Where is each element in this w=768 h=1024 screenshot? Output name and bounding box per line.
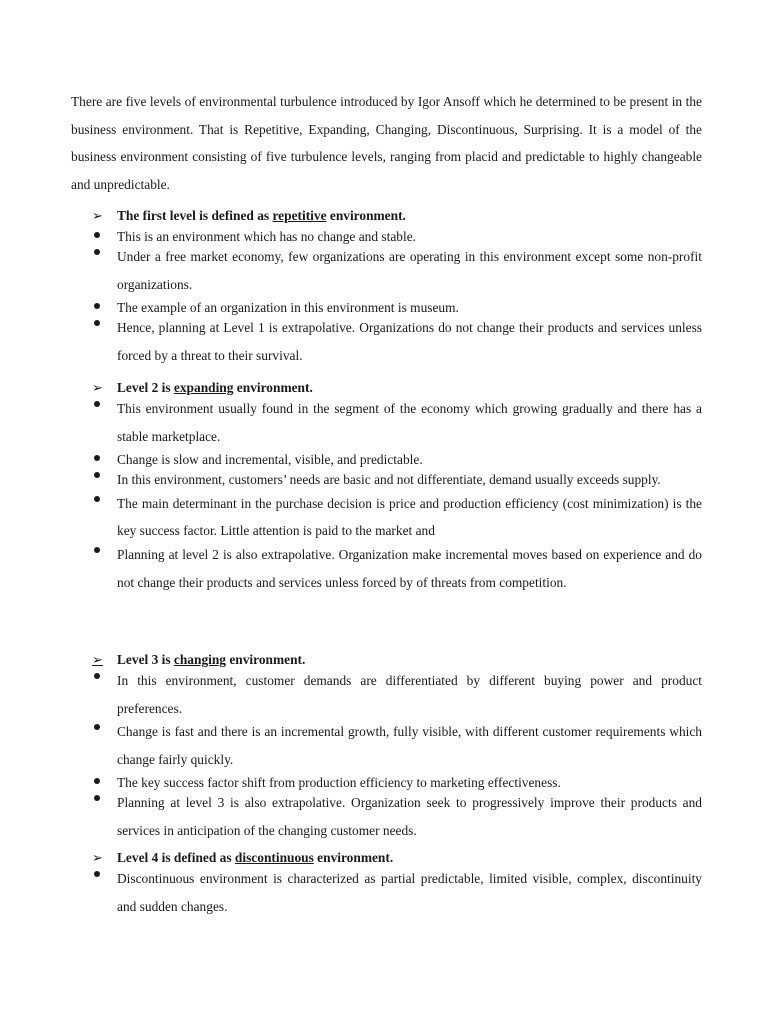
- list-item-text: Planning at level 2 is also extrapolative. Organization make incremental moves based on experience and do not change their products and services unless forced by of threats from competition.: [117, 546, 702, 590]
- bullet-dot-icon: [94, 472, 100, 478]
- bullet-dot-icon: [94, 724, 100, 730]
- section-level-4: [0, 847, 768, 920]
- list-item-text: Change is slow and incremental, visible, and predictable.: [117, 452, 423, 468]
- list-item-text: Discontinuous environment is characterized as partial predictable, limited visible, complex, discontinuity and sudden changes.: [117, 871, 702, 914]
- heading-prefix: Level 2 is: [117, 380, 174, 395]
- heading-prefix: Level 3 is: [117, 652, 174, 667]
- list-item-text: This environment usually found in the segment of the economy which growing gradually and there has a stable marketplace.: [117, 401, 702, 444]
- bullet-dot-icon: [94, 871, 100, 877]
- bullet-dot-icon: [94, 795, 100, 801]
- list-item: [0, 718, 768, 773]
- heading-suffix: environment.: [226, 652, 306, 667]
- arrow-bullet-icon: ➢: [92, 850, 103, 865]
- bullet-dot-icon: [94, 249, 100, 255]
- arrow-bullet-icon: ➢: [92, 208, 103, 223]
- list-item-text: Planning at level 3 is also extrapolative. Organization seek to progressively improve their products and services in anticipation of the changing customer needs.: [117, 795, 702, 838]
- bullet-dot-icon: [94, 455, 100, 461]
- list-item: [0, 789, 768, 844]
- list-item: [0, 395, 768, 450]
- heading-keyword: changing: [173, 652, 226, 667]
- list-item-text: Hence, planning at Level 1 is extrapolative. Organizations do not change their products and services unless forced by a threat to their survival.: [117, 320, 702, 363]
- list-item: [0, 314, 768, 369]
- section-level-2: [0, 377, 768, 596]
- bullet-dot-icon: [94, 673, 100, 679]
- bullet-dot-icon: [94, 303, 100, 309]
- heading-suffix: environment.: [233, 380, 313, 395]
- bullet-dot-icon: [94, 401, 100, 407]
- section-level-3: [0, 649, 768, 845]
- list-item-text: The main determinant in the purchase decision is price and production efficiency (cost minimization) is the key success factor. Little attention is paid to the market and: [117, 495, 702, 539]
- heading-prefix: Level 4 is defined as: [117, 850, 235, 865]
- list-item: [0, 490, 768, 545]
- heading-keyword: repetitive: [272, 208, 327, 223]
- list-item-text: In this environment, customers’ needs are basic and not differentiate, demand usually exceeds supply.: [117, 472, 661, 488]
- list-item: [0, 243, 768, 298]
- list-item: [0, 667, 768, 722]
- section-heading: [0, 205, 768, 227]
- list-item-text: The key success factor shift from production efficiency to marketing effectiveness.: [117, 775, 561, 791]
- intro-paragraph: There are five levels of environmental turbulence introduced by Igor Ansoff which he determined to be present in the business environment. That is Repetitive, Expanding, Changing, Discontinuous, Surprising. It is a model of the business environment consisting of five turbulence levels, ranging from placid and predictable to highly changeable and unpredictable.: [71, 94, 702, 192]
- list-item-text: Under a free market economy, few organizations are operating in this environment except some non-profit organizations.: [117, 249, 702, 292]
- list-item-text: The example of an organization in this environment is museum.: [117, 300, 459, 316]
- bullet-dot-icon: [94, 496, 100, 502]
- list-item: [0, 541, 768, 596]
- heading-suffix: environment.: [326, 208, 406, 223]
- bullet-dot-icon: [94, 778, 100, 784]
- list-item-text: Change is fast and there is an incremental growth, fully visible, with different customer requirements which change fairly quickly.: [117, 724, 702, 767]
- arrow-bullet-icon: ➢: [92, 380, 103, 395]
- arrow-bullet-icon: ➢: [92, 652, 103, 667]
- heading-suffix: environment.: [313, 850, 394, 865]
- bullet-dot-icon: [94, 232, 100, 238]
- heading-keyword: discontinuous: [234, 850, 314, 865]
- list-item-text: This is an environment which has no change and stable.: [117, 229, 416, 244]
- section-level-1: [0, 205, 768, 369]
- list-item: [0, 865, 768, 920]
- bullet-dot-icon: [94, 547, 100, 553]
- heading-prefix: The first level is defined as: [117, 208, 273, 223]
- heading-text: [117, 205, 406, 227]
- list-item-text: In this environment, customer demands are differentiated by different buying power and product preferences.: [117, 673, 702, 716]
- heading-keyword: expanding: [173, 380, 234, 395]
- bullet-dot-icon: [94, 320, 100, 326]
